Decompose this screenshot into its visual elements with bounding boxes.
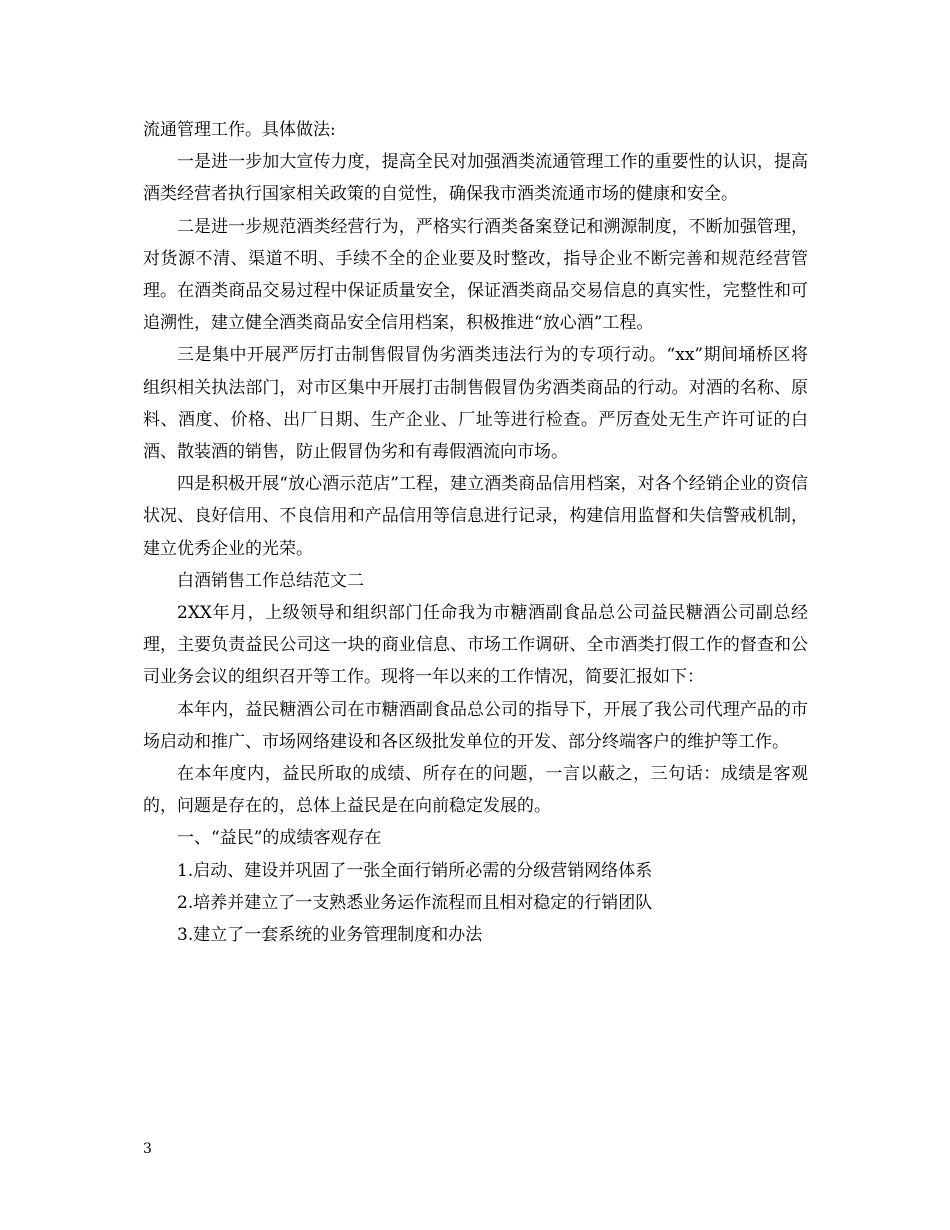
list-item: 3.建立了一套系统的业务管理制度和办法 [177, 925, 483, 946]
list-item: 2.培养并建立了一支熟悉业务运作流程而且相对稳定的行销团队 [177, 892, 653, 913]
document-body [143, 114, 808, 951]
paragraph-point-two: 二是进一步规范酒类经营行为，严格实行酒类备案登记和溯源制度，不断加强管理，对货源不清、渠道不明、手续不全的企业要及时整改，指导企业不断完善和规范经营管理。在酒类商品交易过程中保证质量安全，保证酒类商品交易信息的真实性，完整性和可追溯性，建立健全酒类商品安全信用档案，积极推进“放心酒”工程。 [143, 216, 808, 334]
paragraph-point-one: 一是进一步加大宣传力度，提高全民对加强酒类流通管理工作的重要性的认识，提高酒类经营者执行国家相关政策的自觉性，确保我市酒类流通市场的健康和安全。 [143, 152, 808, 205]
subsection-heading: 一、“益民”的成绩客观存在 [177, 828, 382, 849]
list-item: 1.启动、建设并巩固了一张全面行销所必需的分级营销网络体系 [177, 860, 653, 881]
paragraph-appointment: 2XX年月，上级领导和组织部门任命我为市糖酒副食品总公司益民糖酒公司副总经理，主要负责益民公司这一块的商业信息、市场工作调研、全市酒类打假工作的督查和公司业务会议的组织召开等工作。现将一年以来的工作情况，简要汇报如下： [143, 603, 808, 688]
paragraph-year-work: 本年内，益民糖酒公司在市糖酒副食品总公司的指导下，开展了我公司代理产品的市场启动和推广、市场网络建设和各区级批发单位的开发、部分终端客户的维护等工作。 [143, 699, 808, 752]
paragraph-summary: 在本年度内，益民所取的成绩、所存在的问题，一言以蔽之，三句话：成绩是客观的，问题是存在的，总体上益民是在向前稳定发展的。 [143, 764, 808, 817]
paragraph-intro: 流通管理工作。具体做法: [143, 120, 336, 140]
page-number: 3 [143, 1141, 152, 1157]
section-heading: 白酒销售工作总结范文二 [177, 570, 364, 591]
paragraph-point-four: 四是积极开展“放心酒示范店”工程，建立酒类商品信用档案，对各个经销企业的资信状况、良好信用、不良信用和产品信用等信息进行记录，构建信用监督和失信警戒机制，建立优秀企业的光荣。 [143, 474, 808, 559]
paragraph-point-three: 三是集中开展严厉打击制售假冒伪劣酒类违法行为的专项行动。“xx”期间埇桥区将组织相关执法部门，对市区集中开展打击制售假冒伪劣酒类商品的行动。对酒的名称、原料、酒度、价格、出厂日期、生产企业、厂址等进行检查。严厉查处无生产许可证的白酒、散装酒的销售，防止假冒伪劣和有毒假酒流向市场。 [143, 345, 808, 463]
